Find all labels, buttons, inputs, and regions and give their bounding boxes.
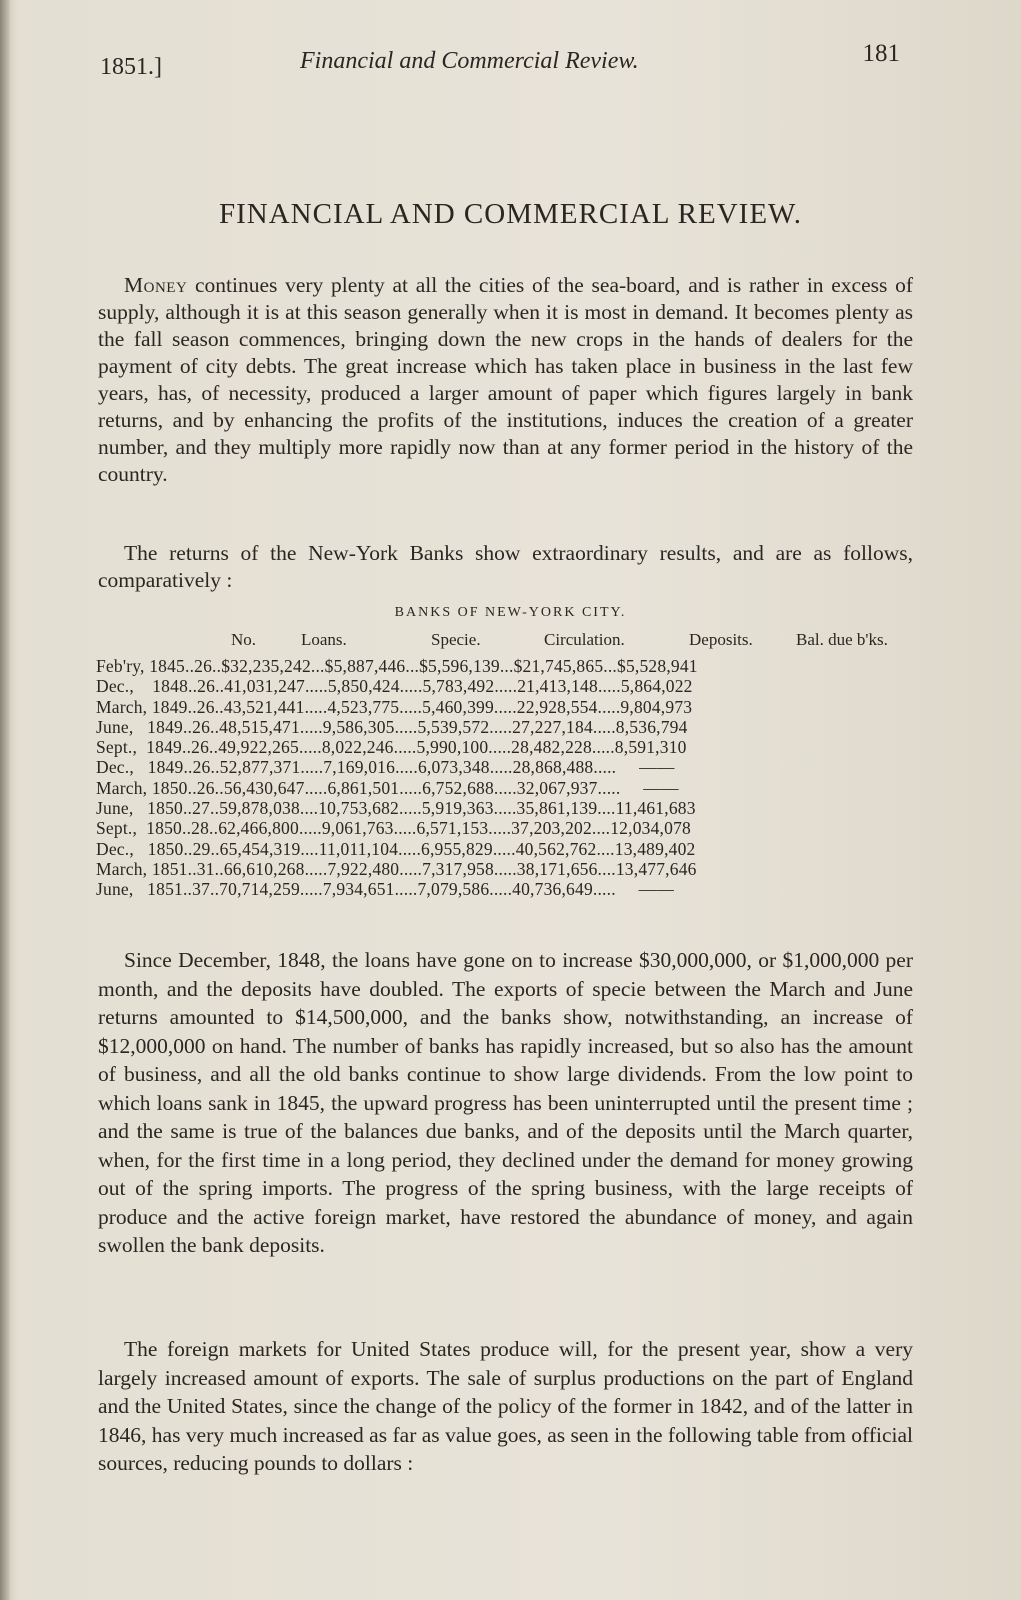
- intro-lead-word: Money: [124, 273, 188, 297]
- header-specie: Specie.: [431, 630, 481, 649]
- returns-paragraph: [98, 540, 913, 594]
- running-head: [100, 40, 900, 88]
- intro-text: continues very plenty at all the cities of the sea-board, and is rather in excess of supply, although it is at this season generally when it is most in demand. It becomes plenty as the fall season commences, bringing down the new crops in the hands of dealers for the payment of city debts. The great increase which has taken place in business in the last few years, has, of necessity, produced a larger amount of paper which figures largely in bank returns, and by enhancing the profits of the institutions, induces the creation of a greater number, and they multiply more rapidly now than at any former period in the history of the country.: [98, 273, 913, 486]
- header-balance: Bal. due b'ks.: [796, 630, 888, 649]
- table-row: June, 1851..37..70,714,259.....7,934,651.....7,079,586.....40,736,649..... ——: [96, 879, 675, 900]
- table-row: Dec., 1850..29..65,454,319....11,011,104.....6,955,829.....40,562,762....13,489,402: [96, 838, 696, 859]
- running-head-year: 1851.]: [100, 54, 162, 80]
- article-title: FINANCIAL AND COMMERCIAL REVIEW.: [219, 198, 802, 230]
- table-row: March, 1849..26..43,521,441.....4,523,775.....5,460,399.....22,928,554.....9,804,973: [96, 696, 693, 717]
- running-head-title: Financial and Commercial Review.: [300, 48, 639, 74]
- analysis-paragraph: [98, 946, 913, 1260]
- table-row: March, 1850..26..56,430,647.....6,861,501.....6,752,688.....32,067,937..... ——: [96, 777, 679, 798]
- returns-text: The returns of the New-York Banks show extraordinary results, and are as follows, comparatively :: [98, 541, 913, 592]
- bank-table-rows: [96, 656, 926, 900]
- table-caption: BANKS OF NEW-YORK CITY.: [394, 605, 627, 620]
- table-row: Dec., 1848..26..41,031,247.....5,850,424.....5,783,492.....21,413,148.....5,864,022: [96, 676, 693, 697]
- table-row: June, 1850..27..59,878,038....10,753,682.....5,919,363.....35,861,139....11,461,683: [96, 798, 696, 819]
- table-row: Sept., 1850..28..62,466,800.....9,061,763.....6,571,153.....37,203,202....12,034,078: [96, 818, 691, 839]
- header-no: No.: [231, 630, 257, 649]
- page-number: 181: [862, 40, 900, 67]
- table-row: June, 1849..26..48,515,471.....9,586,305.....5,539,572.....27,227,184.....8,536,794: [96, 716, 688, 737]
- analysis-text: Since December, 1848, the loans have gone on to increase $30,000,000, or $1,000,000 per month, and the deposits have doubled. The exports of specie between the March and June returns amounted to $14,500,000, and the banks show, notwithstanding, an increase of $12,000,000 on hand. The number of banks has rapidly increased, but so also has the amount of business, and all the old banks continue to show large dividends. From the low point to which loans sank in 1845, the upward progress has been uninterrupted until the present time ; and the same is true of the balances due banks, and of the deposits until the March quarter, when, for the first time in a long period, they declined under the demand for money growing out of the spring imports. The progress of the spring business, with the large receipts of produce and the active foreign market, have restored the abundance of money, and again swollen the bank deposits.: [98, 948, 913, 1257]
- intro-paragraph: [98, 272, 913, 488]
- table-row: Feb'ry, 1845..26..$32,235,242...$5,887,446...$5,596,139...$21,745,865...$5,528,941: [96, 656, 698, 676]
- table-row: March, 1851..31..66,610,268.....7,922,480.....7,317,958.....38,171,656....13,477,646: [96, 858, 697, 879]
- header-circulation: Circulation.: [544, 630, 625, 649]
- header-loans: Loans.: [301, 630, 347, 649]
- binding-gutter: [0, 0, 10, 1600]
- table-row: Sept., 1849..26..49,922,265.....8,022,246.....5,990,100.....28,482,228.....8,591,310: [96, 737, 687, 758]
- foreign-markets-text: The foreign markets for United States produce will, for the present year, show a very largely increased amount of exports. The sale of surplus productions on the part of England and the United States, since the change of the policy of the former in 1842, and of the latter in 1846, has very much increased as far as value goes, as seen in the following table from official sources, reducing pounds to dollars :: [98, 1337, 913, 1475]
- header-deposits: Deposits.: [689, 630, 753, 649]
- table-header: [96, 630, 926, 654]
- table-row: Dec., 1849..26..52,877,371.....7,169,016.....6,073,348.....28,868,488..... ——: [96, 757, 675, 778]
- foreign-markets-paragraph: [98, 1335, 913, 1478]
